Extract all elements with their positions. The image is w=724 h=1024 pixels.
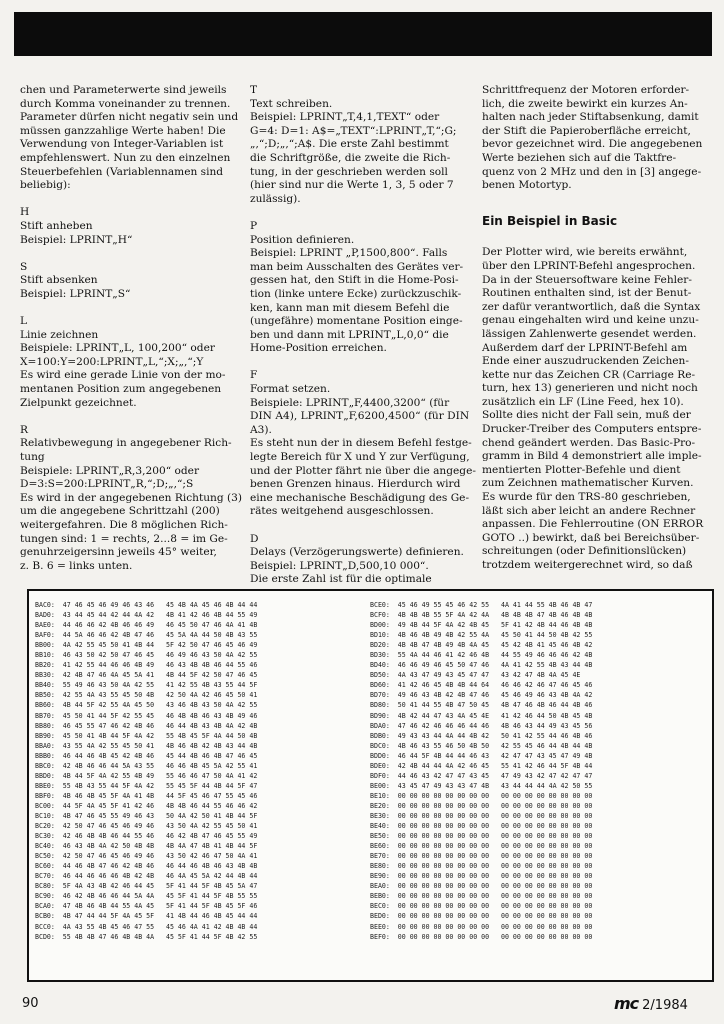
paragraph-delays-cont: Schrittfrequenz der Motoren erforder- lich, die zweite bewirkt ein kurzes An- halten nach jeder Stiftabsenkung, damit der Stift die Papieroberfläche erreicht, bevor gezeichnet wird. Die angegebenen Werte beziehen sich auf die Taktfre- quenz von 2 MHz und den in [3] angege- benen Motortyp. [482,84,703,192]
command-r: R Relativbewegung in angegebener Rich- tung Beispiele: LPRINT„R,3,200“ oder D=3:S=200:LPRINT„R,“;D;„,“;S Es wird in der angegebenen Richtung (3) um die angegebene Schrittzahl (200) weitergefahren. Die 8 möglichen Rich- tungen sind: 1 = rechts, 2...8 = im Ge- genuhrzeigersinn jeweils 45° weiter, z. B. 6 = links unten. [20,423,243,572]
article-column-2 [250,84,476,587]
hex-dump-figure [27,589,714,982]
hex-dump-left-column: BAC0: 47 46 45 46 49 46 43 46 45 4B 4A 45 46 4B 44 44 BAD0: 43 44 45 44 42 44 4A 42 4B 41 42 46 4B 44 55 49 BAE0: 44 46 46 42 4B 46 46 49 46 45 50 47 46 4A 41 4B BAF0: 44 5A 46 46 42 4B 47 46 45 5A 4A 44 50 4B 43 55 BB00: 4A 42 55 45 50 41 4B 44 5F 42 50 47 46 45 46 49 BB10: 46 43 50 42 50 47 46 45 46 49 46 43 50 4A 42 55 BB20: 41 42 55 44 46 46 4B 49 46 43 4B 4B 46 44 55 46 BB30: 42 4B 47 46 4A 45 5A 41 4B 44 5F 42 50 47 46 45 BB40: 55 49 46 43 50 4A 42 55 41 42 55 4B 43 55 44 5F BB50: 42 55 4A 43 55 45 50 4B 42 50 4A 42 46 45 50 41 BB60: 4B 44 5F 42 55 4A 45 50 43 46 4B 43 50 4A 42 55 BB70: 45 50 41 44 5F 42 55 45 46 4B 4B 46 43 4B 49 46 BB80: 46 45 55 47 46 42 4B 46 46 44 4B 43 4B 4A 42 4B BB90: 45 50 41 4B 44 5F 4A 42 55 4B 45 5F 4A 44 50 4B BBA0: 43 55 4A 42 55 45 50 41 4B 46 4B 42 4B 43 44 4B BBB0: 46 44 46 4B 45 42 4B 46 45 44 4B 46 4B 47 46 45 BBC0: 42 4B 46 46 44 5A 43 55 46 46 4B 45 5A 42 55 41 BBD0: 4B 44 5F 4A 42 55 4B 49 55 46 46 47 50 4A 41 42 BBE0: 55 4B 43 55 44 5F 4A 42 55 45 5F 44 4B 44 5F 47 BBF0: 4B 46 4B 45 5F 4A 41 4B 44 5F 45 46 47 55 45 46 BC00: 44 5F 4A 45 5F 41 42 46 4B 4B 46 44 55 46 46 42 BC10: 4B 47 46 45 55 49 46 43 50 4A 42 50 41 4B 44 5F BC20: 42 50 47 46 45 46 49 46 43 50 4A 42 55 45 50 41 BC30: 42 46 4B 4B 46 44 55 46 46 42 4B 47 46 45 55 49 BC40: 46 43 4B 4A 42 50 4B 4B 4B 4A 47 4B 41 4B 44 5F BC50: 42 50 47 46 45 46 49 46 43 50 42 46 47 50 4A 41 BC60: 44 46 4B 47 46 42 4B 46 46 44 46 4B 46 43 4B 4B BC70: 46 44 46 46 46 4B 42 4B 46 4A 45 5A 42 44 4B 44 BC80: 5F 4A 43 4B 42 46 44 45 5F 41 44 5F 4B 45 5A 47 BC90: 46 42 4B 46 46 44 5A 4A 45 5F 41 44 5F 4B 55 55 BCA0: 47 4B 46 4B 44 55 4A 45 5F 41 44 5F 4B 45 5F 46 BCB0: 4B 47 44 44 5F 4A 45 5F 41 4B 44 46 4B 45 44 44 BCC0: 4A 43 55 4B 45 46 47 55 45 46 4A 41 42 4B 4B 44 BCD0: 55 4B 4B 47 46 4B 4B 4A 45 5F 41 44 5F 4B 42 55 [35,601,258,941]
magazine-logo: mc [614,994,639,1013]
article-column-1 [20,84,242,573]
page-number: 90 [22,996,39,1011]
command-f: F Format setzen. Beispiele: LPRINT„F,4400,3200“ (für DIN A4), LPRINT„F,6200,4500“ (für DIN A3). Es steht nun der in diesem Befehl festge- legte Bereich für X und Y zur Verfügung, und der Plotter fährt nie über die angege- benen Grenzen hinaus. Hierdurch wird eine mechanische Beschädigung des Ge- rätes weitgehend ausgeschlossen. [250,369,476,518]
article-column-3 [482,84,704,573]
command-h: H Stift anheben Beispiel: LPRINT„H“ [20,206,133,246]
command-d: D Delays (Verzögerungswerte) definieren. Beispiel: LPRINT„D,500,10 000“. Die erste Zahl ist für die optimale [250,532,464,586]
hex-dump-right-column: BCE0: 45 46 49 55 45 46 42 55 4A 41 44 55 4B 46 4B 47 BCF0: 4B 4B 4B 55 5F 4A 42 4A 4B 4B 4B 47 4B 46 4B 4B BD00: 49 4B 44 5F 4A 42 4B 45 5F 41 42 4B 44 46 4B 4B BD10: 4B 46 4B 49 4B 42 55 4A 45 50 41 44 50 4B 42 55 BD20: 4B 4B 47 4B 49 4B 4A 45 45 42 4B 41 45 46 4B 42 BD30: 55 4A 44 46 41 42 46 4B 44 55 49 46 46 46 42 4B BD40: 46 46 49 46 45 50 47 46 4A 41 42 55 4B 43 44 4B BD50: 4A 43 47 49 43 45 47 47 43 42 47 4B 4A 45 4E BD60: 41 42 46 45 4B 4B 44 64 46 46 42 46 47 46 45 46 BD70: 49 46 43 4B 42 4B 47 46 45 46 49 46 43 4B 4A 42 BD80: 50 41 44 55 4B 47 50 45 4B 47 46 4B 46 44 4B 46 BD90: 4B 42 44 47 43 4A 45 4E 41 42 46 44 50 4B 45 4B BDA0: 47 46 42 46 46 46 44 46 4B 46 43 44 49 43 45 56 BDB0: 49 43 43 44 4A 44 4B 42 50 41 42 55 44 46 4B 46 BDC0: 4B 46 43 55 46 50 4B 50 42 55 45 46 44 4B 44 4B BDD0: 46 44 5F 4B 44 44 46 43 42 47 47 43 45 47 49 4B BDE0: 42 4B 44 44 4A 42 46 45 55 41 42 46 44 5F 4B 44 BDF0: 44 46 43 42 47 47 43 45 47 49 43 42 47 42 47 47 BE00: 43 45 47 49 43 43 47 4B 43 44 44 44 4A 42 50 55 BE10: 00 00 00 00 00 00 00 00 00 00 00 00 00 00 00 00 BE20: 00 00 00 00 00 00 00 00 00 00 00 00 00 00 00 00 BE30: 00 00 00 00 00 00 00 00 00 00 00 00 00 00 00 00 BE40: 00 00 00 00 00 00 00 00 00 00 00 00 00 00 00 00 BE50: 00 00 00 00 00 00 00 00 00 00 00 00 00 00 00 00 BE60: 00 00 00 00 00 00 00 00 00 00 00 00 00 00 00 00 BE70: 00 00 00 00 00 00 00 00 00 00 00 00 00 00 00 00 BE80: 00 00 00 00 00 00 00 00 00 00 00 00 00 00 00 00 BE90: 00 00 00 00 00 00 00 00 00 00 00 00 00 00 00 00 BEA0: 00 00 00 00 00 00 00 00 00 00 00 00 00 00 00 00 BEB0: 00 00 00 00 00 00 00 00 00 00 00 00 00 00 00 00 BEC0: 00 00 00 00 00 00 00 00 00 00 00 00 00 00 00 00 BED0: 00 00 00 00 00 00 00 00 00 00 00 00 00 00 00 00 BEE0: 00 00 00 00 00 00 00 00 00 00 00 00 00 00 00 00 BEF0: 00 00 00 00 00 00 00 00 00 00 00 00 00 00 00 00 [370,601,593,941]
header-bar [14,12,712,56]
issue-number: 2/1984 [642,998,688,1013]
paragraph-intro: chen und Parameterwerte sind jeweils durch Komma voneinander zu trennen. Parameter dürfen nicht negativ sein und müssen ganzzahlige Werte haben! Die Verwendung von Integer-Variablen ist empfehlenswert. Nun zu den einzelnen Steuerbefehlen (Variablennamen sind beliebig): [20,84,239,192]
section-heading: Ein Beispiel in Basic [482,213,618,228]
command-t: T Text schreiben. Beispiel: LPRINT„T,4,1,TEXT“ oder G=4: D=1: A$=„TEXT“:LPRINT„T,“;G; „,“;D;„,“;A$. Die erste Zahl bestimmt die Schriftgröße, die zweite die Rich- tung, in der geschrieben werden soll (hier sind nur die Werte 1, 3, 5 oder 7 zulässig). [250,84,457,205]
magazine-footer [614,994,688,1013]
command-s: S Stift absenken Beispiel: LPRINT„S“ [20,260,131,300]
command-l: L Linie zeichnen Beispiele: LPRINT„L, 100,200“ oder X=100:Y=200:LPRINT„L,“;X;„,“;Y Es wird eine gerade Linie von der mo- mentanen Position zum angegebenen Zielpunkt gezeichnet. [20,315,226,409]
paragraph-basic-example: Der Plotter wird, wie bereits erwähnt, über den LPRINT-Befehl angesprochen. Da in der Steuersoftware keine Fehler- Routinen enthalten sind, ist der Benut- zer dafür verantwortlich, daß die Syntax genau eingehalten wird und keine unzu- lässigen Zahlenwerte gesendet werden. Außerdem darf der LPRINT-Befehl am Ende einer auszudruckenden Zeichen- kette nur das Zeichen CR (Carriage Re- turn, hex 13) generieren und nicht noch zusätzlich ein LF (Line Feed, hex 10). Sollte dies nicht der Fall sein, muß der Drucker-Treiber des Computers entspre- chend geändert werden. Das Basic-Pro- gramm in Bild 4 demonstriert alle imple- mentierten Plotter-Befehle und dient zum Zeichnen mathematischer Kurven. Es wurde für den TRS-80 geschrieben, läßt sich aber leicht an andere Rechner anpassen. Die Fehlerroutine (ON ERROR GOTO ..) bewirkt, daß bei Bereichsüber- schreitungen (oder Definitionslücken) trotzdem weitergerechnet wird, so daß [482,246,704,571]
command-p: P Position definieren. Beispiel: LPRINT „P,1500,800“. Falls man beim Ausschalten des Gerätes ver- gessen hat, den Stift in die Home-Posi- tion (linke untere Ecke) zurückzuschik- ken, kann man mit diesem Befehl die (ungefähre) momentane Position einge- ben und dann mit LPRINT„L,0,0“ die Home-Position erreichen. [250,219,464,355]
